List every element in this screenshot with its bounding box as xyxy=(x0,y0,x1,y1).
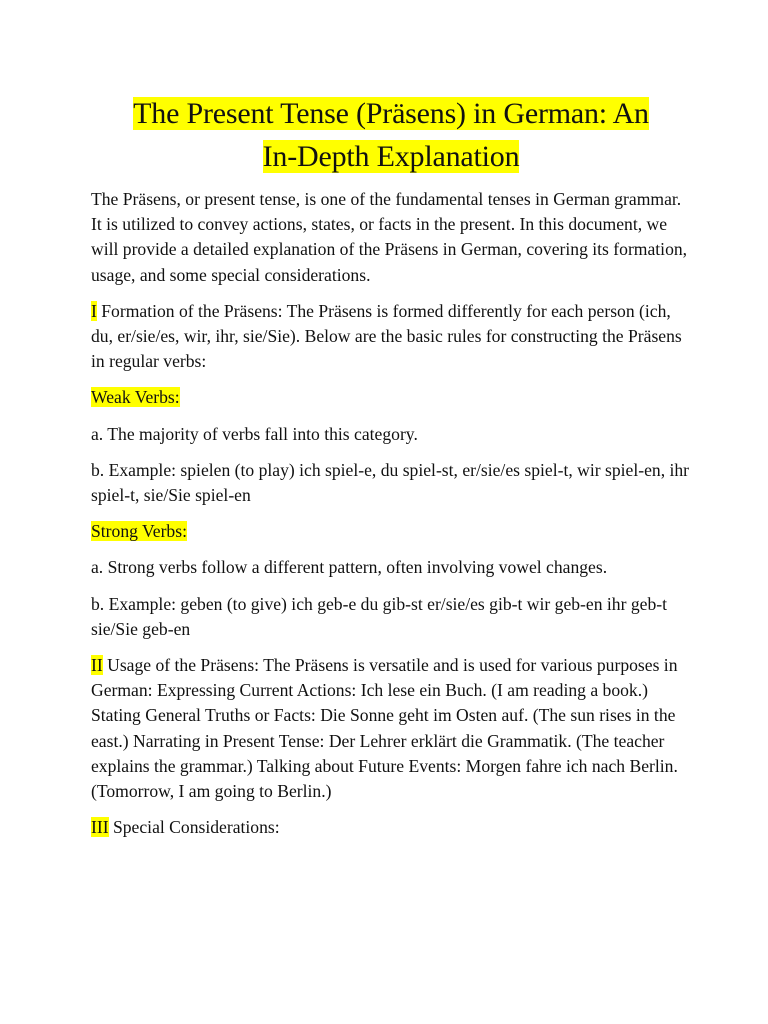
intro-paragraph: The Präsens, or present tense, is one of the fundamental tenses in German grammar. It is utilized to convey actions, states, or facts in the present. In this document, we will provide a detailed explanation of the Präsens in German, covering its formation, usage, and some special considerations. xyxy=(91,189,688,285)
section-2-paragraph xyxy=(91,653,691,804)
section-3-marker: III xyxy=(91,817,109,838)
section-1-paragraph xyxy=(91,299,691,375)
section-3-paragraph xyxy=(91,815,691,840)
section-1-marker: I xyxy=(91,300,97,321)
document-page xyxy=(91,92,691,840)
section-1-text: Formation of the Präsens: The Präsens is formed differently for each person (ich, du, er/sie/es, wir, ihr, sie/Sie). Below are the basic rules for constructing the Präsens in regular verbs: xyxy=(91,300,682,372)
section-3-text: Special Considerations: xyxy=(108,817,280,838)
weak-verbs-item-b: b. Example: spielen (to play) ich spiel-e, du spiel-st, er/sie/es spiel-t, wir spiel-en, ihr spiel-t, sie/Sie spiel-en xyxy=(91,459,690,506)
title-line-1: The Present Tense (Präsens) in German: An xyxy=(133,97,649,130)
strong-verbs-heading: Strong Verbs: xyxy=(91,521,187,542)
strong-verbs-item-a: a. Strong verbs follow a different pattern, often involving vowel changes. xyxy=(91,557,608,578)
title-line-2: In-Depth Explanation xyxy=(262,140,520,173)
section-2-text: Usage of the Präsens: The Präsens is versatile and is used for various purposes in German: Expressing Current Actions: Ich lese ein Buch. (I am reading a book.) Stating General Truths or Facts: Die Sonne geht im Osten auf. (The sun rises in the east.) Narrating in Present Tense: Der Lehrer erklärt die Grammatik. (The teacher explains the grammar.) Talking about Future Events: Morgen fahre ich nach Berlin. (Tomorrow, I am going to Berlin.) xyxy=(91,655,678,802)
document-title xyxy=(91,92,691,178)
weak-verbs-heading-line xyxy=(91,385,691,410)
weak-verbs-heading: Weak Verbs: xyxy=(91,387,180,408)
weak-verbs-item-a: a. The majority of verbs fall into this category. xyxy=(91,423,418,444)
strong-verbs-item-b: b. Example: geben (to give) ich geb-e du gib-st er/sie/es gib-t wir geb-en ihr geb-t sie/Sie geb-en xyxy=(91,593,668,639)
section-2-marker: II xyxy=(91,655,103,676)
strong-verbs-heading-line xyxy=(91,519,691,544)
